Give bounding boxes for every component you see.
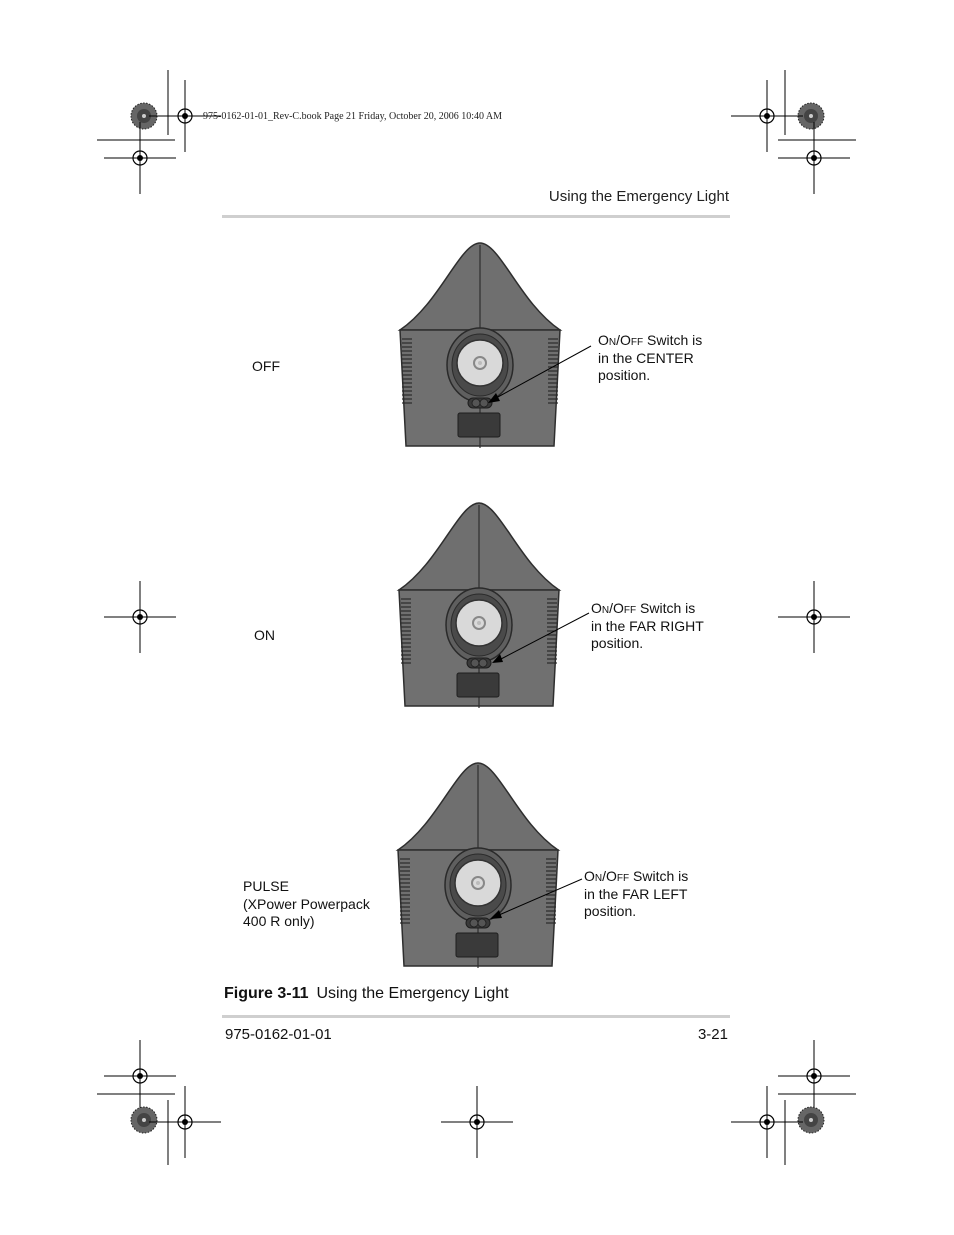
emergency-light-off-illustration [400,243,560,448]
document-number: 975-0162-01-01 [225,1026,332,1043]
figure-title: Using the Emergency Light [316,985,509,1002]
emergency-light-on-illustration [399,503,559,708]
footer-rule [222,1015,730,1018]
emergency-light-pulse-illustration [398,763,558,968]
callout-off: On/Off Switch is in the CENTER position. [598,332,703,383]
running-header: Using the Emergency Light [548,188,729,205]
figure-caption [224,985,509,1003]
page-number: 3-21 [697,1026,728,1043]
callout-on: On/Off Switch is in the FAR RIGHT position. [591,600,704,651]
state-label-pulse: PULSE (XPower Powerpack 400 R only) [243,878,370,929]
state-label-on: ON [254,627,275,643]
callout-pulse: On/Off Switch is in the FAR LEFT position. [584,868,689,919]
figure-number: Figure 3-11 [224,985,309,1002]
state-label-off: OFF [252,358,280,374]
book-info: 975-0162-01-01_Rev-C.book Page 21 Friday, October 20, 2006 10:40 AM [203,111,503,122]
